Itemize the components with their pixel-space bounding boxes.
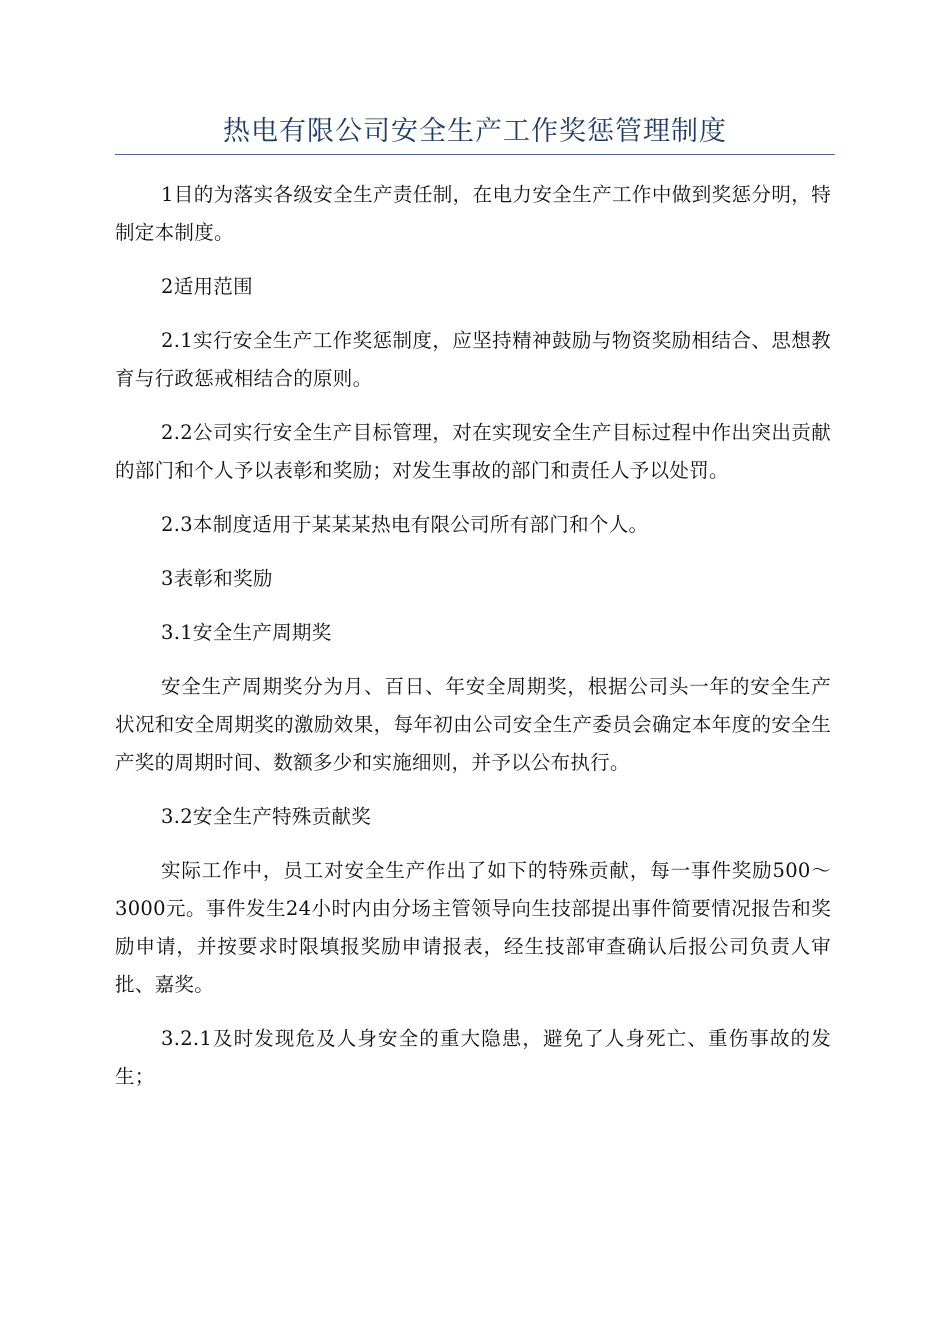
paragraph-special-contribution-award: 实际工作中，员工对安全生产作出了如下的特殊贡献，每一事件奖励500～3000元。事件发生24小时内由分场主管领导向生技部提出事件简要情况报告和奖励申请，并按要求时限填报奖励申请报表，经生技部审查确认后报公司负责人审批、嘉奖。 [115, 859, 831, 996]
paragraph-2-2: 2.2公司实行安全生产目标管理，对在实现安全生产目标过程中作出突出贡献的部门和个人予以表彰和奖励；对发生事故的部门和责任人予以处罚。 [115, 421, 831, 482]
paragraph-3-2-1: 3.2.1及时发现危及人身安全的重大隐患，避免了人身死亡、重伤事故的发生； [115, 1027, 831, 1088]
document-title: 热电有限公司安全生产工作奖惩管理制度 [223, 116, 727, 147]
heading-3-2: 3.2安全生产特殊贡献奖 [161, 805, 372, 828]
paragraph-safety-period-award: 安全生产周期奖分为月、百日、年安全周期奖，根据公司头一年的安全生产状况和安全周期奖的激励效果，每年初由公司安全生产委员会确定本年度的安全生产奖的周期时间、数额多少和实施细则，并予以公布执行。 [115, 675, 831, 774]
document-body [115, 176, 831, 1112]
paragraph-2-1: 2.1实行安全生产工作奖惩制度，应坚持精神鼓励与物资奖励相结合、思想教育与行政惩戒相结合的原则。 [115, 329, 831, 390]
heading-commendation-and-rewards: 3表彰和奖励 [161, 567, 273, 590]
heading-scope: 2适用范围 [161, 275, 253, 298]
heading-3-1: 3.1安全生产周期奖 [161, 621, 332, 644]
title-underline [115, 154, 835, 155]
paragraph-purpose: 1目的为落实各级安全生产责任制，在电力安全生产工作中做到奖惩分明，特制定本制度。 [115, 183, 831, 244]
paragraph-2-3: 2.3本制度适用于某某某热电有限公司所有部门和个人。 [161, 513, 649, 536]
